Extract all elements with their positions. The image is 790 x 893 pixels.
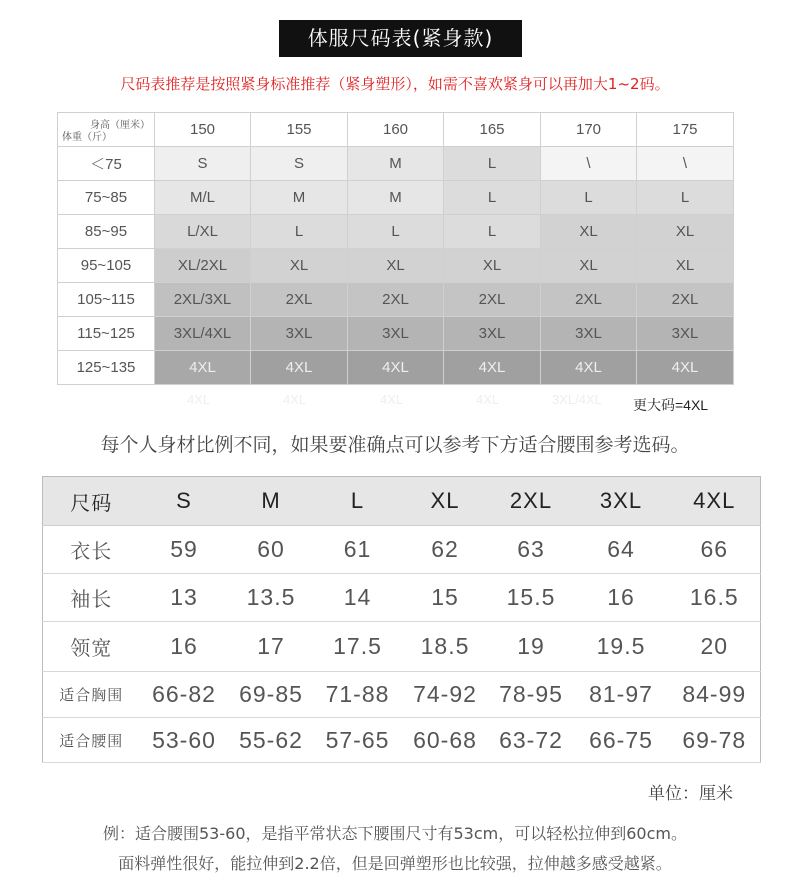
unit-label: 单位：厘米 [648, 784, 733, 804]
size-cell: 2XL [637, 283, 734, 317]
measurement-value: 18.5 [402, 622, 489, 672]
size-cell: L [637, 181, 734, 215]
measurement-value: 61 [314, 526, 402, 574]
size-cell: \ [541, 147, 637, 181]
table-row [43, 574, 761, 622]
size-header-label: 尺码 [43, 477, 140, 526]
page-title: 体服尺码表(紧身款) [279, 20, 522, 57]
height-header-row [58, 113, 734, 147]
ghost-size-label: 4XL [476, 392, 500, 407]
corner-height-label: 身高（厘米） [90, 120, 150, 131]
ghost-size-label: 4XL [187, 392, 211, 407]
size-cell: 3XL [637, 317, 734, 351]
size-cell: 3XL [251, 317, 348, 351]
larger-size-note: 更大码=4XL [633, 397, 709, 413]
measurement-value: 66-82 [140, 672, 229, 718]
height-header: 150 [155, 113, 251, 147]
size-cell: 4XL [541, 351, 637, 385]
size-cell: L [444, 215, 541, 249]
measurement-value: 69-85 [229, 672, 314, 718]
size-cell: 2XL [444, 283, 541, 317]
table-row [58, 181, 734, 215]
size-cell: L [444, 181, 541, 215]
weight-range-label: 125~135 [58, 351, 155, 385]
size-cell: XL [541, 215, 637, 249]
size-cell: 4XL [348, 351, 444, 385]
size-header: S [140, 477, 229, 526]
height-header: 160 [348, 113, 444, 147]
measurement-value: 16.5 [669, 574, 761, 622]
size-cell: M [251, 181, 348, 215]
size-cell: \ [637, 147, 734, 181]
ghost-size-label: 4XL [283, 392, 307, 407]
measurement-value: 66-75 [574, 718, 669, 763]
size-cell: 2XL [541, 283, 637, 317]
size-cell: XL [637, 215, 734, 249]
measurement-label: 领宽 [43, 622, 140, 672]
measurement-value: 62 [402, 526, 489, 574]
ghost-size-label: 3XL/4XL [552, 392, 602, 407]
table-row [58, 147, 734, 181]
measurement-value: 19.5 [574, 622, 669, 672]
height-header: 155 [251, 113, 348, 147]
size-cell: 4XL [251, 351, 348, 385]
ghost-size-label: 4XL [380, 392, 404, 407]
measurement-value: 59 [140, 526, 229, 574]
measurement-value: 60-68 [402, 718, 489, 763]
measurement-value: 20 [669, 622, 761, 672]
measurement-value: 71-88 [314, 672, 402, 718]
measurement-table [42, 476, 761, 763]
measurement-value: 63-72 [489, 718, 574, 763]
example-note: 例：适合腰围53-60，是指平常状态下腰围尺寸有53cm，可以轻松拉伸到60cm。 [103, 824, 687, 843]
size-cell: 3XL/4XL [155, 317, 251, 351]
size-cell: 3XL [541, 317, 637, 351]
size-header: 3XL [574, 477, 669, 526]
measurement-value: 16 [574, 574, 669, 622]
table-row [58, 283, 734, 317]
height-header: 175 [637, 113, 734, 147]
size-cell: XL [348, 249, 444, 283]
corner-weight-label: 体重（斤） [62, 132, 112, 143]
height-header: 170 [541, 113, 637, 147]
measurement-value: 66 [669, 526, 761, 574]
table-corner-cell [58, 113, 155, 147]
size-cell: 3XL [444, 317, 541, 351]
weight-range-label: 85~95 [58, 215, 155, 249]
table-row [43, 672, 761, 718]
measurement-value: 16 [140, 622, 229, 672]
measurement-value: 63 [489, 526, 574, 574]
size-cell: 2XL/3XL [155, 283, 251, 317]
size-cell: M/L [155, 181, 251, 215]
elasticity-note: 面料弹性很好，能拉伸到2.2倍，但是回弹塑形也比较强，拉伸越多感受越紧。 [118, 854, 672, 873]
size-header: M [229, 477, 314, 526]
size-cell: L/XL [155, 215, 251, 249]
measurement-value: 78-95 [489, 672, 574, 718]
table-row [58, 215, 734, 249]
weight-range-label: 75~85 [58, 181, 155, 215]
table-row [58, 351, 734, 385]
measurement-value: 13 [140, 574, 229, 622]
size-cell: L [251, 215, 348, 249]
measurement-label: 衣长 [43, 526, 140, 574]
size-cell: XL [251, 249, 348, 283]
weight-range-label: 115~125 [58, 317, 155, 351]
measurement-value: 69-78 [669, 718, 761, 763]
section-subtitle: 每个人身材比例不同，如果要准确点可以参考下方适合腰围参考选码。 [100, 434, 690, 456]
height-weight-size-table [57, 112, 734, 385]
size-cell: L [444, 147, 541, 181]
size-cell: M [348, 181, 444, 215]
size-cell: S [155, 147, 251, 181]
measurement-value: 74-92 [402, 672, 489, 718]
size-cell: XL [444, 249, 541, 283]
size-header: 4XL [669, 477, 761, 526]
measurement-value: 57-65 [314, 718, 402, 763]
measurement-value: 55-62 [229, 718, 314, 763]
measurement-value: 15 [402, 574, 489, 622]
recommendation-notice: 尺码表推荐是按照紧身标准推荐（紧身塑形），如需不喜欢紧身可以再加大1~2码。 [120, 75, 670, 93]
measurement-label: 适合胸围 [43, 672, 140, 718]
size-cell: S [251, 147, 348, 181]
size-cell: 4XL [444, 351, 541, 385]
measurement-value: 64 [574, 526, 669, 574]
measurement-value: 19 [489, 622, 574, 672]
table-row [43, 622, 761, 672]
table-row [58, 249, 734, 283]
size-cell: XL/2XL [155, 249, 251, 283]
size-cell: 4XL [637, 351, 734, 385]
table-row [43, 526, 761, 574]
size-cell: XL [541, 249, 637, 283]
height-header: 165 [444, 113, 541, 147]
size-cell: 3XL [348, 317, 444, 351]
measurement-value: 13.5 [229, 574, 314, 622]
weight-range-label: ＜75 [58, 147, 155, 181]
size-cell: L [541, 181, 637, 215]
size-cell: 2XL [251, 283, 348, 317]
size-header-row [43, 477, 761, 526]
size-cell: 4XL [155, 351, 251, 385]
measurement-value: 15.5 [489, 574, 574, 622]
size-cell: M [348, 147, 444, 181]
measurement-label: 适合腰围 [43, 718, 140, 763]
weight-range-label: 105~115 [58, 283, 155, 317]
measurement-value: 53-60 [140, 718, 229, 763]
measurement-value: 84-99 [669, 672, 761, 718]
weight-range-label: 95~105 [58, 249, 155, 283]
size-cell: L [348, 215, 444, 249]
measurement-value: 17 [229, 622, 314, 672]
size-cell: 2XL [348, 283, 444, 317]
table-row [43, 718, 761, 763]
measurement-value: 17.5 [314, 622, 402, 672]
size-header: L [314, 477, 402, 526]
measurement-value: 14 [314, 574, 402, 622]
size-cell: XL [637, 249, 734, 283]
table-row [58, 317, 734, 351]
size-header: XL [402, 477, 489, 526]
size-header: 2XL [489, 477, 574, 526]
measurement-label: 袖长 [43, 574, 140, 622]
measurement-value: 60 [229, 526, 314, 574]
measurement-value: 81-97 [574, 672, 669, 718]
